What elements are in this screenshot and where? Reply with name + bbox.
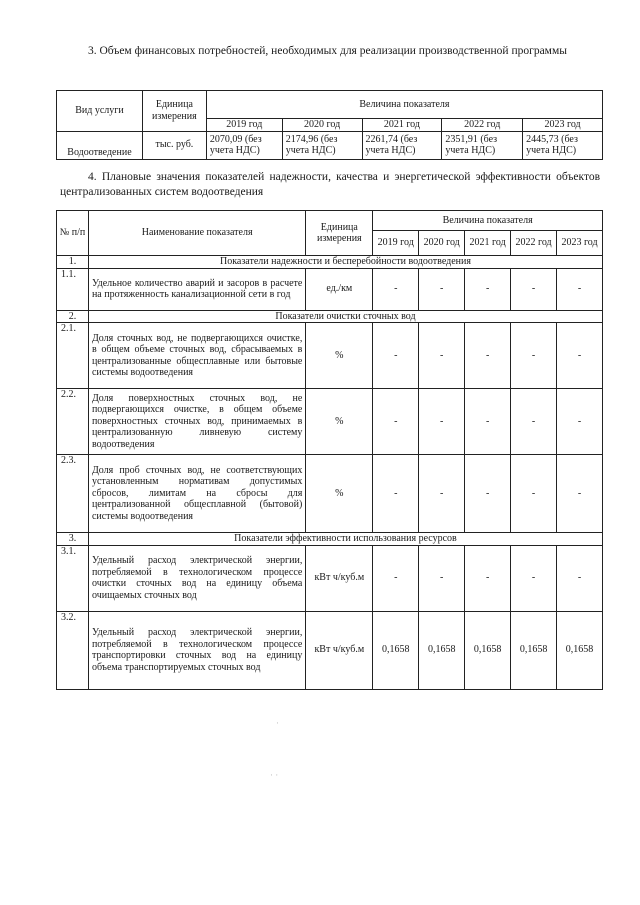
- value-cell: -: [419, 268, 465, 310]
- year-header: 2022 год: [511, 231, 557, 256]
- col-header-unit: Единица измерения: [306, 211, 373, 256]
- section-row: [57, 533, 603, 546]
- value-cell: 0,1658: [511, 611, 557, 689]
- section-row: [57, 256, 603, 269]
- value-cell: 2445,73 (без учета НДС): [523, 131, 603, 159]
- table-row: [57, 268, 603, 310]
- unit-cell: тыс. руб.: [142, 131, 206, 159]
- value-cell: -: [511, 323, 557, 389]
- row-unit: кВт ч/куб.м: [306, 611, 373, 689]
- section-4-heading: 4. Плановые значения показателей надежности, качества и энергетической эффективности объектов централизованных систем водоотведения: [60, 171, 600, 198]
- row-name: Доля поверхностных сточных вод, не подвергающихся очистке, в общем объеме поверхностных сточных вод, принимаемых в централизованную ливневую систему водоотведения: [88, 389, 305, 455]
- value-cell: -: [419, 323, 465, 389]
- value-cell: -: [557, 455, 603, 533]
- row-num: 2.2.: [57, 389, 89, 455]
- col-header-name: Наименование показателя: [88, 211, 305, 256]
- table-row: [57, 611, 603, 689]
- row-num: 3.2.: [57, 611, 89, 689]
- value-cell: -: [419, 545, 465, 611]
- table-row: [57, 131, 603, 159]
- value-cell: -: [511, 545, 557, 611]
- year-header: 2019 год: [206, 119, 282, 132]
- value-cell: -: [557, 389, 603, 455]
- value-cell: -: [557, 268, 603, 310]
- table-row: [57, 389, 603, 455]
- row-unit: кВт ч/куб.м: [306, 545, 373, 611]
- value-cell: -: [511, 455, 557, 533]
- value-cell: -: [419, 389, 465, 455]
- year-header: 2020 год: [419, 231, 465, 256]
- value-cell: -: [373, 455, 419, 533]
- value-cell: -: [373, 389, 419, 455]
- value-cell: -: [465, 545, 511, 611]
- col-header-service: Вид услуги: [57, 91, 143, 132]
- row-num: 1.1.: [57, 268, 89, 310]
- year-header: 2023 год: [523, 119, 603, 132]
- row-unit: %: [306, 389, 373, 455]
- year-header: 2021 год: [362, 119, 442, 132]
- scan-speck: · ·: [270, 770, 279, 780]
- col-header-unit: Единица измерения: [142, 91, 206, 132]
- group-title: Показатели очистки сточных вод: [88, 310, 602, 323]
- table-row: [57, 323, 603, 389]
- value-cell: 0,1658: [419, 611, 465, 689]
- value-cell: -: [419, 455, 465, 533]
- row-unit: %: [306, 323, 373, 389]
- value-cell: 0,1658: [373, 611, 419, 689]
- group-num: 3.: [57, 533, 89, 546]
- row-num: 2.3.: [57, 455, 89, 533]
- financial-needs-table: [56, 90, 603, 160]
- row-unit: %: [306, 455, 373, 533]
- scan-speck: ·: [276, 718, 279, 728]
- value-cell: 2174,96 (без учета НДС): [282, 131, 362, 159]
- value-cell: 2351,91 (без учета НДС): [442, 131, 523, 159]
- group-title: Показатели надежности и бесперебойности водоотведения: [88, 256, 602, 269]
- value-cell: -: [465, 323, 511, 389]
- value-cell: -: [373, 545, 419, 611]
- row-name: Удельный расход электрической энергии, потребляемой в технологическом процессе транспортировки сточных вод на единицу объема транспортируемых сточных вод: [88, 611, 305, 689]
- value-cell: 0,1658: [465, 611, 511, 689]
- col-header-num: № п/п: [57, 211, 89, 256]
- table-row: [57, 545, 603, 611]
- col-header-value: Величина показателя: [373, 211, 603, 231]
- value-cell: -: [465, 268, 511, 310]
- year-header: 2021 год: [465, 231, 511, 256]
- year-header: 2020 год: [282, 119, 362, 132]
- table-row: [57, 455, 603, 533]
- row-name: Удельное количество аварий и засоров в расчете на протяженность канализационной сети в год: [88, 268, 305, 310]
- value-cell: 0,1658: [557, 611, 603, 689]
- value-cell: -: [373, 323, 419, 389]
- value-cell: -: [373, 268, 419, 310]
- group-num: 2.: [57, 310, 89, 323]
- section-3-heading: 3. Объем финансовых потребностей, необходимых для реализации производственной программы: [88, 45, 567, 57]
- value-cell: -: [465, 389, 511, 455]
- value-cell: -: [557, 545, 603, 611]
- section-row: [57, 310, 603, 323]
- col-header-value: Величина показателя: [206, 91, 602, 119]
- group-num: 1.: [57, 256, 89, 269]
- row-num: 3.1.: [57, 545, 89, 611]
- row-name: Удельный расход электрической энергии, потребляемой в технологическом процессе очистки сточных вод на единицу объема очищаемых сточных вод: [88, 545, 305, 611]
- value-cell: -: [465, 455, 511, 533]
- row-num: 2.1.: [57, 323, 89, 389]
- value-cell: -: [557, 323, 603, 389]
- value-cell: 2261,74 (без учета НДС): [362, 131, 442, 159]
- value-cell: -: [511, 268, 557, 310]
- row-name: Доля сточных вод, не подвергающихся очистке, в общем объеме сточных вод, сбрасываемых в централизованные общесплавные или бытовые системы водоотведения: [88, 323, 305, 389]
- value-cell: 2070,09 (без учета НДС): [206, 131, 282, 159]
- indicators-table: [56, 210, 603, 690]
- value-cell: -: [511, 389, 557, 455]
- row-name: Доля проб сточных вод, не соответствующих установленным нормативам допустимых сбросов, лимитам на сбросы для централизованной общесплавной (бытовой) системы водоотведения: [88, 455, 305, 533]
- year-header: 2019 год: [373, 231, 419, 256]
- group-title: Показатели эффективности использования ресурсов: [88, 533, 602, 546]
- year-header: 2022 год: [442, 119, 523, 132]
- row-unit: ед./км: [306, 268, 373, 310]
- year-header: 2023 год: [557, 231, 603, 256]
- service-cell: Водоотведение: [57, 131, 143, 159]
